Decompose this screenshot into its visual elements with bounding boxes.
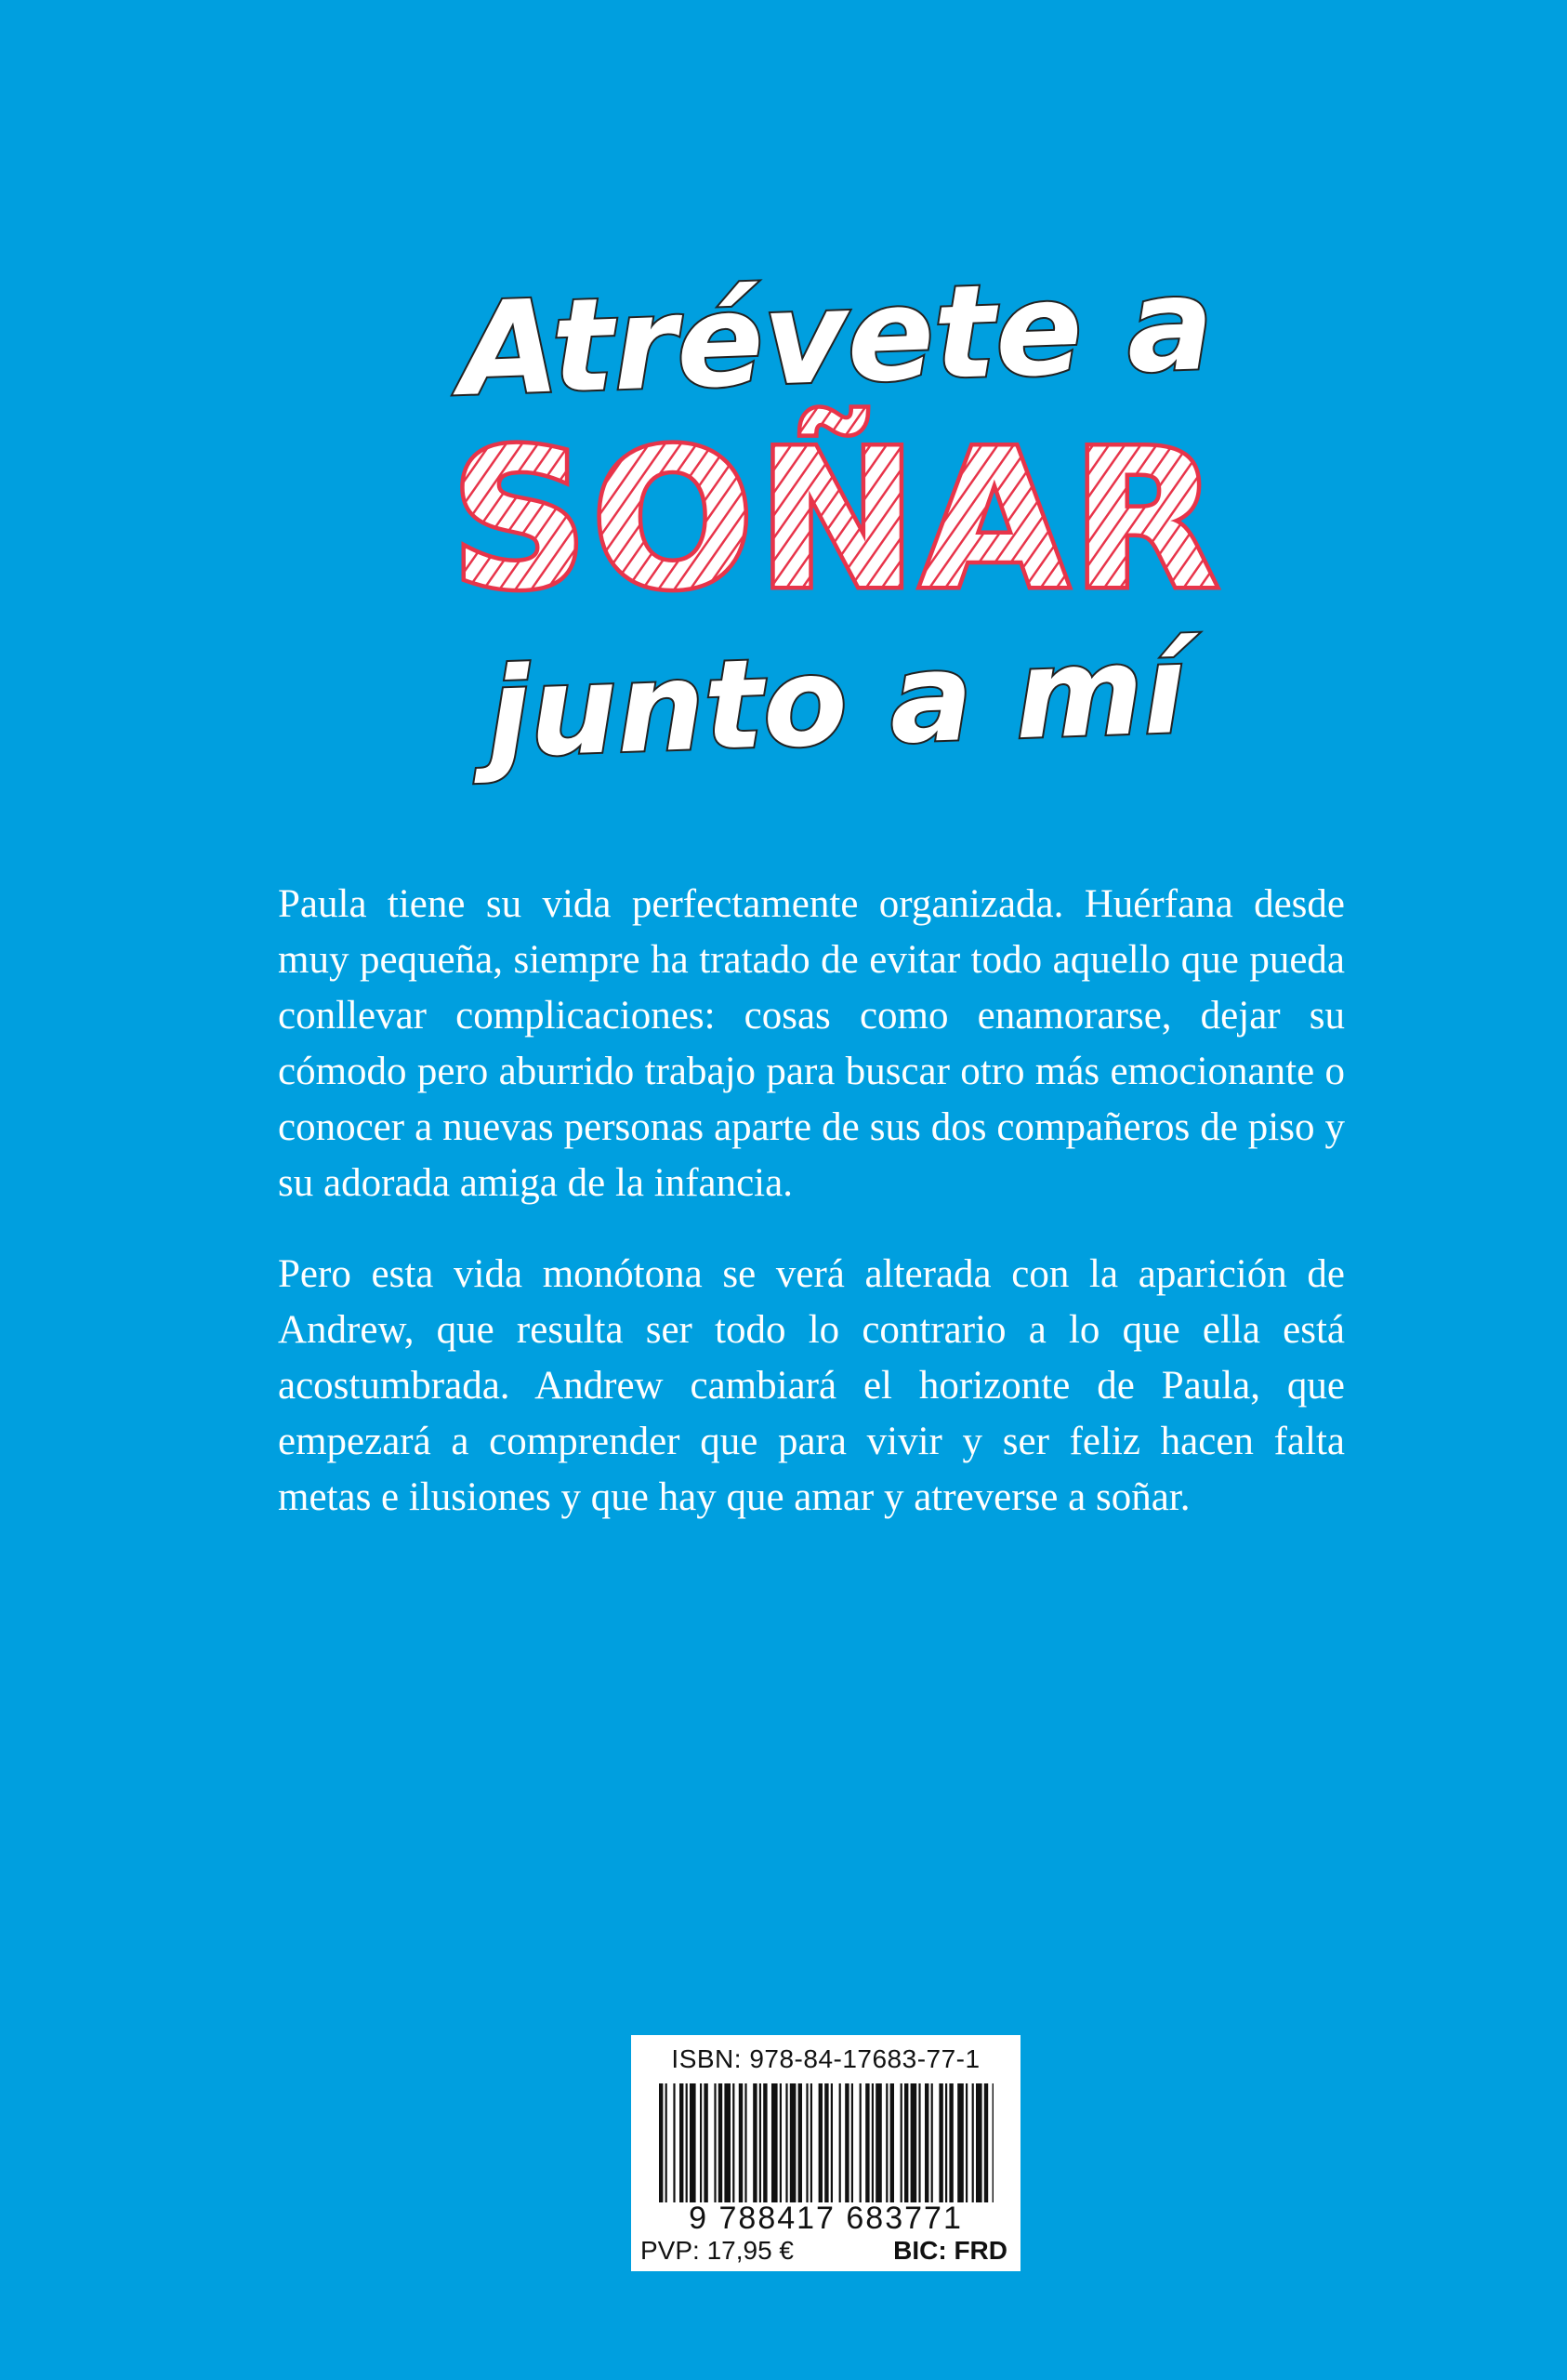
title-logo <box>437 223 1236 800</box>
barcode-bar <box>780 2083 782 2202</box>
barcode-bar <box>665 2083 667 2202</box>
barcode-bar <box>911 2083 917 2202</box>
title-line-1: Atrévete a <box>456 248 1217 426</box>
bic-code: BIC: FRD <box>893 2236 1007 2265</box>
barcode-bar <box>957 2083 964 2202</box>
barcode-bar <box>939 2083 942 2202</box>
synopsis-text <box>278 877 1345 1561</box>
barcode-bar <box>945 2083 947 2202</box>
barcode-bar <box>865 2083 869 2202</box>
title-line-2: SOÑAR <box>451 410 1222 631</box>
barcode-bar <box>976 2083 982 2202</box>
barcode-bar <box>876 2083 882 2202</box>
barcode-bar <box>690 2083 696 2202</box>
barcode-bar <box>739 2083 743 2202</box>
barcode-bar <box>901 2083 902 2202</box>
barcode-bar <box>763 2083 767 2202</box>
barcode-bar <box>839 2083 841 2202</box>
barcode-bar <box>949 2083 953 2202</box>
barcode-bar <box>860 2083 862 2202</box>
barcode-bar <box>679 2083 683 2202</box>
barcode-bar <box>819 2083 823 2202</box>
barcode-bar <box>925 2083 928 2202</box>
barcode-bar <box>714 2083 716 2202</box>
barcode-bar <box>890 2083 894 2202</box>
barcode-bar <box>918 2083 920 2202</box>
barcode-label <box>631 2035 1021 2271</box>
barcode-bar <box>686 2083 688 2202</box>
barcode-bar <box>753 2083 757 2202</box>
barcode-bar <box>659 2083 663 2202</box>
barcode-bar <box>744 2083 746 2202</box>
barcode-bar <box>824 2083 828 2202</box>
title-line-3: junto a mí <box>484 617 1188 787</box>
barcode-bar <box>798 2083 802 2202</box>
price-text: PVP: 17,95 € <box>640 2236 795 2265</box>
barcode-bar <box>845 2083 849 2202</box>
barcode-bars <box>659 2083 994 2202</box>
isbn-text: ISBN: 978-84-17683-77-1 <box>671 2044 981 2073</box>
barcode-bar <box>732 2083 734 2202</box>
barcode-bar <box>872 2083 874 2202</box>
barcode-bar <box>700 2083 702 2202</box>
barcode-bar <box>851 2083 853 2202</box>
barcode-bar <box>718 2083 722 2202</box>
barcode-bar <box>806 2083 808 2202</box>
synopsis-paragraph-1: Paula tiene su vida perfectamente organizada. Huérfana desde muy pequeña, siempre ha tratado de evitar todo aquello que pueda conllevar complicaciones: cosas como enamorarse, dejar su cómodo pero aburrido trabajo para buscar otro más emocionante o conocer a nuevas personas aparte de sus dos compañeros de piso y su adorada amiga de la infancia. <box>278 882 1345 1205</box>
barcode-bar <box>966 2083 968 2202</box>
barcode-digits: 9 788417 683771 <box>689 2201 963 2236</box>
barcode-bar <box>984 2083 988 2202</box>
barcode-bar <box>993 2083 994 2202</box>
barcode-bar <box>704 2083 707 2202</box>
barcode-bar <box>810 2083 812 2202</box>
barcode-bar <box>785 2083 787 2202</box>
barcode-bar <box>886 2083 888 2202</box>
barcode-bar <box>759 2083 761 2202</box>
barcode-bar <box>790 2083 797 2202</box>
barcode-bar <box>724 2083 731 2202</box>
barcode-bar <box>673 2083 675 2202</box>
barcode-bar <box>771 2083 778 2202</box>
barcode-bar <box>904 2083 908 2202</box>
barcode-bar <box>931 2083 933 2202</box>
synopsis-paragraph-2: Pero esta vida monótona se verá alterada con la aparición de Andrew, que resulta ser todo lo contrario a lo que ella está acostumbrada. Andrew cambiará el horizonte de Paula, que empezará a comprender que para vivir y ser feliz hacen falta metas e ilusiones y que hay que amar y atreverse a soñar. <box>278 1252 1345 1519</box>
barcode-bar <box>972 2083 974 2202</box>
barcode-bar <box>831 2083 833 2202</box>
